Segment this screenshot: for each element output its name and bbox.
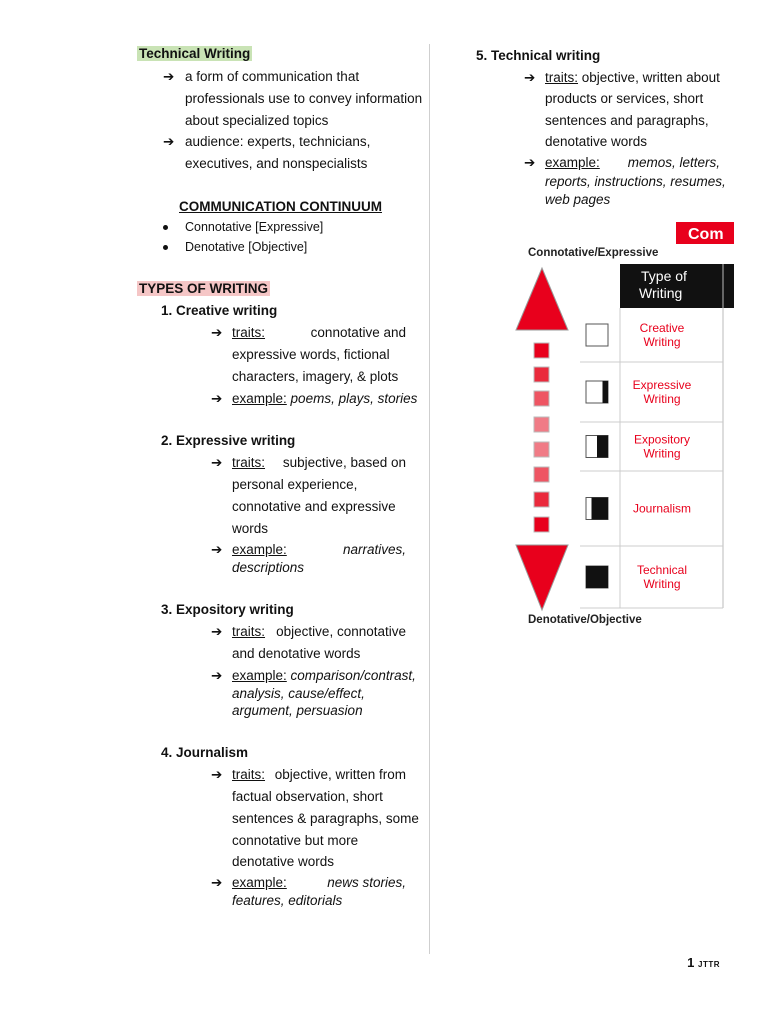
example-line: features, editorials [232, 893, 343, 908]
type-title: 1. Creative writing [161, 303, 278, 318]
traits-line: factual observation, short [232, 789, 383, 804]
continuum-item: Denotative [Objective] [185, 240, 308, 254]
traits-line: denotative words [232, 854, 335, 869]
column-divider [429, 44, 430, 954]
traits-line: personal experience, [232, 477, 358, 492]
traits-line: traits: subjective, based on [232, 455, 406, 470]
continuum-square [534, 517, 549, 532]
arrow-bullet-icon: ➔ [211, 624, 223, 639]
bullet-dot-icon [163, 245, 168, 250]
traits-line: traits: objective, written from [232, 767, 406, 782]
author-initials: JTTR [698, 960, 720, 969]
traits-line: products or services, short [545, 91, 704, 106]
arrow-bullet-icon: ➔ [211, 542, 223, 557]
writing-type-label: Creative [639, 321, 685, 335]
section-heading: Technical Writing [139, 46, 251, 61]
writing-type-label: Writing [643, 335, 681, 349]
traits-line: traits: objective, written about [545, 70, 720, 85]
definition-line: about specialized topics [185, 113, 329, 128]
traits-line: denotative words [545, 134, 648, 149]
definition-line: professionals use to convey information [185, 91, 423, 106]
traits-line: connotative and expressive [232, 499, 396, 514]
bullet-dot-icon [163, 225, 168, 230]
example-line: example: news stories, [232, 875, 406, 890]
down-arrow-icon [516, 545, 568, 610]
arrow-bullet-icon: ➔ [211, 325, 223, 340]
traits-line: traits: objective, connotative [232, 624, 406, 639]
writing-type-label: Technical [636, 563, 688, 577]
definition-line: a form of communication that [185, 69, 360, 84]
example-line: argument, persuasion [232, 703, 363, 718]
arrow-bullet-icon: ➔ [211, 455, 223, 470]
audience-line: executives, and nonspecialists [185, 156, 368, 171]
arrow-bullet-icon: ➔ [211, 875, 223, 890]
writing-type-label: Journalism [632, 501, 692, 516]
writing-type-label: Writing [643, 446, 681, 461]
traits-line: and denotative words [232, 646, 361, 661]
continuum-square [534, 442, 549, 457]
traits-line: connotative but more [232, 833, 359, 848]
audience-line: audience: experts, technicians, [185, 134, 371, 149]
example-line: web pages [545, 192, 611, 207]
fill-indicator-level [597, 436, 608, 458]
example-line: reports, instructions, resumes, [545, 174, 726, 189]
fill-indicator-box [586, 324, 608, 346]
arrow-bullet-icon: ➔ [524, 70, 536, 85]
continuum-square [534, 492, 549, 507]
arrow-bullet-icon: ➔ [163, 134, 175, 149]
example-line: descriptions [232, 560, 305, 575]
continuum-square [534, 343, 549, 358]
arrow-bullet-icon: ➔ [163, 69, 175, 84]
arrow-bullet-icon: ➔ [211, 767, 223, 782]
traits-line: characters, imagery, & plots [232, 369, 399, 384]
fill-indicator-level [592, 498, 609, 520]
communication-continuum-diagram [510, 220, 734, 630]
example-line: example: narratives, [232, 542, 406, 557]
writing-type-label: Expository [633, 432, 691, 447]
continuum-square [534, 367, 549, 382]
continuum-item: Connotative [Expressive] [185, 220, 324, 234]
up-arrow-icon [516, 268, 568, 330]
example-line: example: poems, plays, stories [232, 391, 418, 406]
top-continuum-label: Connotative/Expressive [528, 247, 659, 259]
writing-type-label: Expressive [632, 378, 692, 392]
fill-indicator-level [603, 381, 609, 403]
types-heading: TYPES OF WRITING [139, 281, 269, 296]
continuum-square [534, 467, 549, 482]
continuum-heading: COMMUNICATION CONTINUUM [179, 199, 382, 214]
writing-type-label: Writing [643, 577, 681, 591]
table-header-line: Writing [639, 285, 683, 301]
type-title: 3. Expository writing [161, 602, 294, 617]
page-number: 1 [687, 955, 695, 970]
type-title: 4. Journalism [161, 745, 249, 760]
diagram-banner-text: Com [688, 226, 724, 243]
type-title: 5. Technical writing [476, 48, 601, 63]
page-footer [687, 955, 720, 970]
traits-line: sentences and paragraphs, [545, 113, 709, 128]
type-title: 2. Expressive writing [161, 433, 296, 448]
example-line: analysis, cause/effect, [232, 686, 365, 701]
traits-line: traits: connotative and [232, 325, 406, 340]
table-header-line: Type of [641, 268, 687, 284]
fill-indicator-level [586, 566, 608, 588]
traits-line: expressive words, fictional [232, 347, 390, 362]
arrow-bullet-icon: ➔ [524, 155, 536, 170]
example-line: example: memos, letters, [545, 155, 720, 170]
arrow-bullet-icon: ➔ [211, 391, 223, 406]
example-line: example: comparison/contrast, [232, 668, 416, 683]
continuum-squares [534, 343, 549, 532]
continuum-square [534, 391, 549, 406]
table-rows [580, 321, 723, 608]
writing-type-label: Writing [643, 392, 681, 406]
arrow-bullet-icon: ➔ [211, 668, 223, 683]
bottom-continuum-label: Denotative/Objective [528, 614, 642, 626]
traits-line: words [232, 521, 269, 536]
continuum-square [534, 417, 549, 432]
traits-line: sentences & paragraphs, some [232, 811, 419, 826]
